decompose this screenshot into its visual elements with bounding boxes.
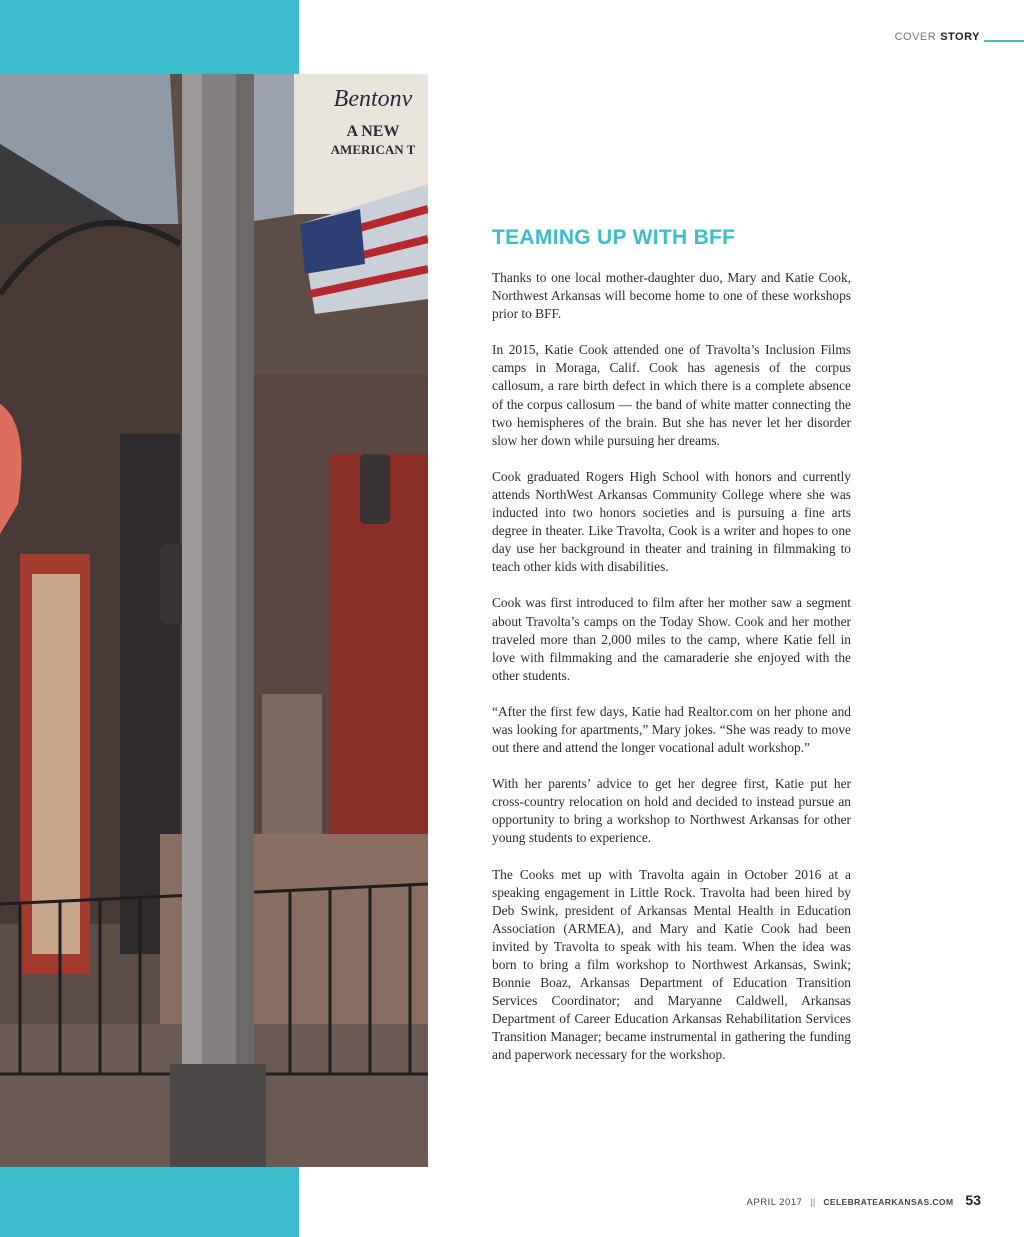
sign-text [318,84,428,158]
sign-line-3: AMERICAN T [330,142,416,157]
section-label: COVER [894,31,937,43]
article-headline: TEAMING UP WITH BFF [492,226,736,249]
article-paragraph: Cook graduated Rogers High School with honors and currently attends NorthWest Arkansas Community College where she was inducted into two honors societies and is pursuing a fine arts degree in theater. Like Travolta, Cook is a writer and hopes to one day use her background in theater and training in filmmaking to teach other kids with disabilities. [492,468,851,575]
article-paragraph: In 2015, Katie Cook attended one of Travolta’s Inclusion Films camps in Moraga, Calif. Cook has agenesis of the corpus callosum, a rare birth defect in which there is a complete absence of the corpus callosum — the band of white matter connecting the two hemispheres of the brain. But she has never let her disorder slow her down while pursuing her dreams. [492,342,851,448]
article-paragraph: With her parents’ advice to get her degree first, Katie put her cross-country relocation on hold and decided to instead pursue an opportunity to bring a workshop to Northwest Arkansas for other young students to experience. [492,776,851,846]
sign-line-2: A NEW [346,123,400,140]
section-story-label: STORY [940,31,980,43]
page-footer [747,1192,981,1208]
storefront-photo [0,74,428,1167]
article-body [492,225,851,1083]
article-paragraph: The Cooks met up with Travolta again in October 2016 at a speaking engagement in Little Rock. Travolta had been hired by Deb Swink, president of Arkansas Mental Health in Education Association (ARMEA), and Mary and Katie Cook had been invited by Travolta to speak with his team. When the idea was born to bring a film workshop to Northwest Arkansas, Swink; Bonnie Boaz, Arkansas Department of Education Transition Services Coordinator; and Maryanne Caldwell, Arkansas Department of Career Education Arkansas Rehabilitation Services Transition Manager; became instrumental in gathering the funding and paperwork necessary for the workshop. [492,866,851,1063]
article-paragraph: Thanks to one local mother-daughter duo, Mary and Katie Cook, Northwest Arkansas will become home to one of these workshops prior to BFF. [492,270,851,322]
article-paragraph: “After the first few days, Katie had Realtor.com on her phone and was looking for apartments,” Mary jokes. “She was ready to move out there and attend the longer vocational adult workshop.” [492,703,851,756]
sign-script-line: Bentonv [333,86,413,112]
section-header [895,30,1024,44]
article-paragraph: Cook was first introduced to film after her mother saw a segment about Travolta’s camps on the Today Show. Cook and her mother traveled more than 2,000 miles to the camp, where Katie fell in love with filmmaking and the camaraderie she enjoyed with the other students. [492,595,851,683]
website-url: CELEBRATEARKANSAS.COM [823,1197,954,1207]
footer-separator: || [810,1197,816,1208]
issue-date: APRIL 2017 [746,1197,803,1208]
page-number: 53 [965,1192,981,1208]
header-rule [984,40,1024,42]
